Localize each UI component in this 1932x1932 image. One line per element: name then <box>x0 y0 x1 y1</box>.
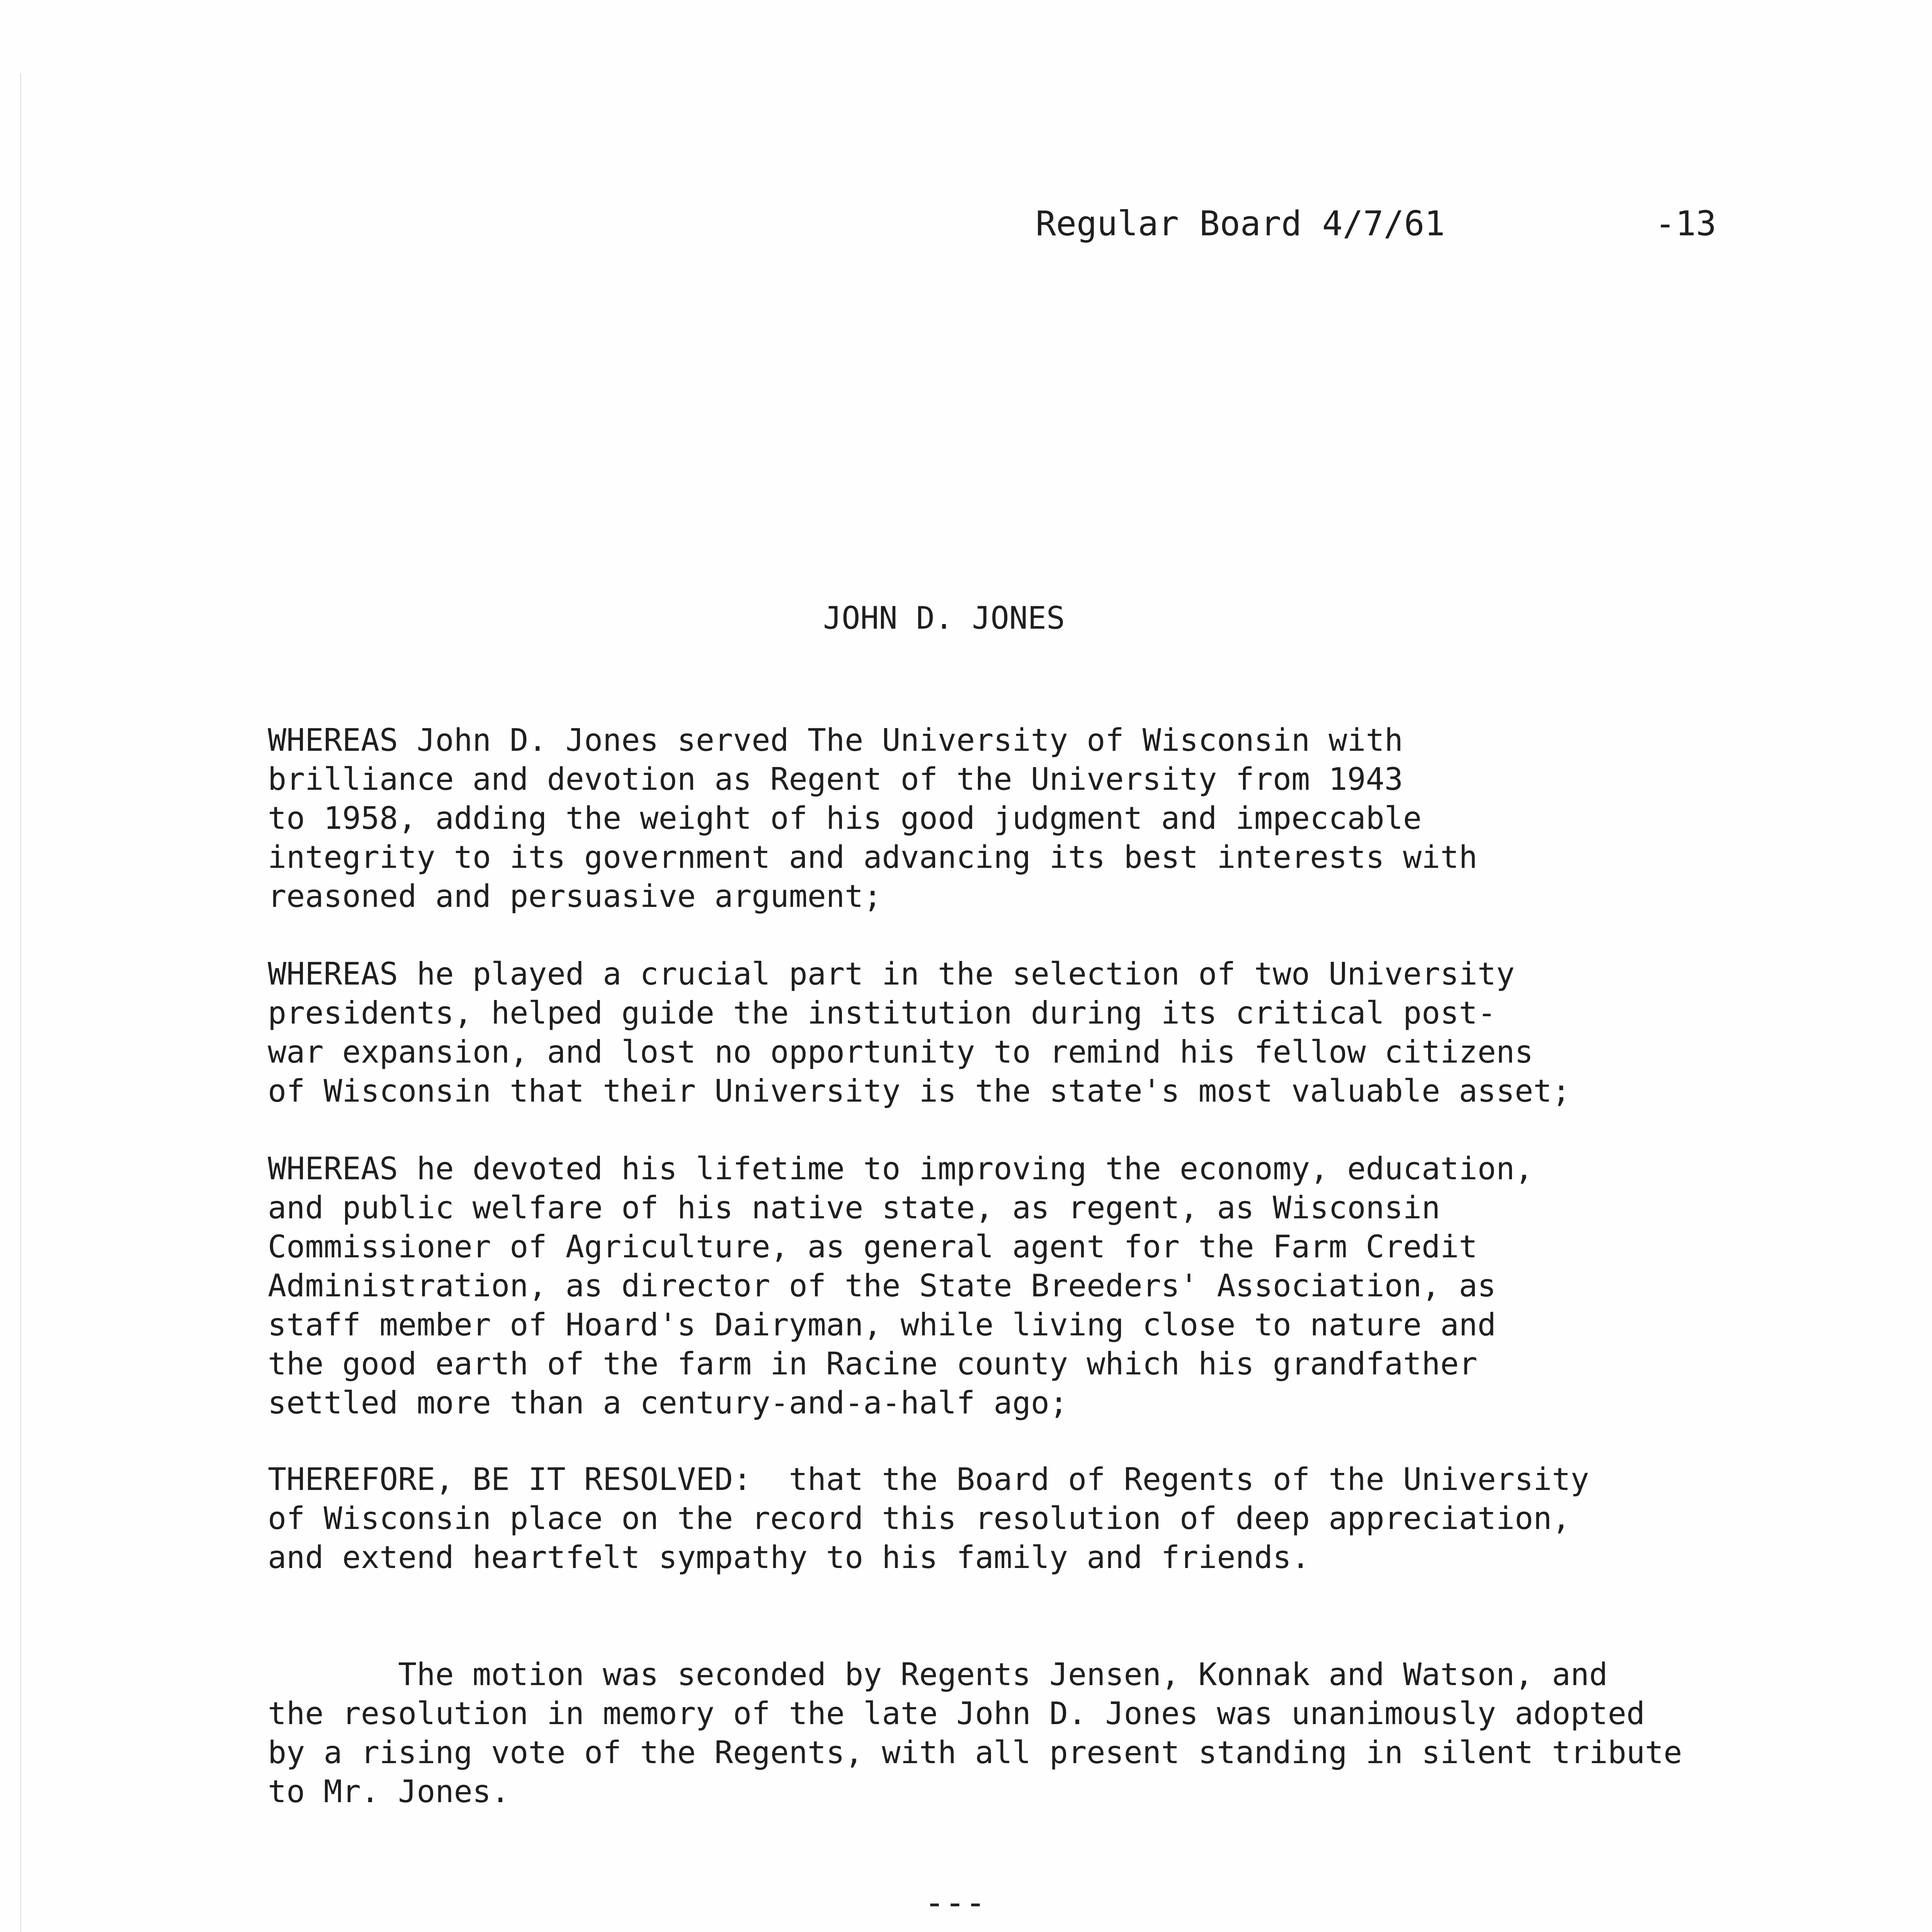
resolved-paragraph: THEREFORE, BE IT RESOLVED: that the Board of Regents of the University of Wisconsin place on the record this resolution of deep appreciation, and extend heartfelt sympathy to his family and friends. <box>268 1461 1589 1575</box>
whereas-paragraph-2: WHEREAS he played a crucial part in the selection of two University presidents, helped guide the institution during its critical post- war expansion, and lost no opportunity to remind his fellow citizens of Wisconsin that their University is the state's most valuable asset; <box>268 956 1571 1109</box>
header-page-number: -13 <box>1655 204 1716 243</box>
scan-left-edge <box>20 73 21 1932</box>
motion-paragraph: The motion was seconded by Regents Jensen, Konnak and Watson, and the resolution in memory of the late John D. Jones was unanimously adopted by a rising vote of the Regents, with all present standing in silent tribute to Mr. Jones. <box>268 1656 1682 1810</box>
section-separator: --- <box>924 1883 986 1922</box>
whereas-paragraph-1: WHEREAS John D. Jones served The University of Wisconsin with brilliance and devotion as Regent of the University from 1943 to 1958, adding the weight of his good judgment and impeccable integrity to its government and advancing its best interests with reasoned and persuasive argument; <box>268 722 1478 914</box>
whereas-paragraph-3: WHEREAS he devoted his lifetime to improving the economy, education, and public welfare of his native state, as regent, as Wisconsin Commissioner of Agriculture, as general agent for the Farm Credit Administration, as director of the State Breeders' Association, as staff member of Hoard's Dairyman, while living close to nature and the good earth of the farm in Racine county which his grandfather settled more than a century-and-a-half ago; <box>268 1151 1534 1421</box>
document-title: JOHN D. JONES <box>823 600 1065 636</box>
header-title: Regular Board 4/7/61 <box>1036 204 1445 243</box>
